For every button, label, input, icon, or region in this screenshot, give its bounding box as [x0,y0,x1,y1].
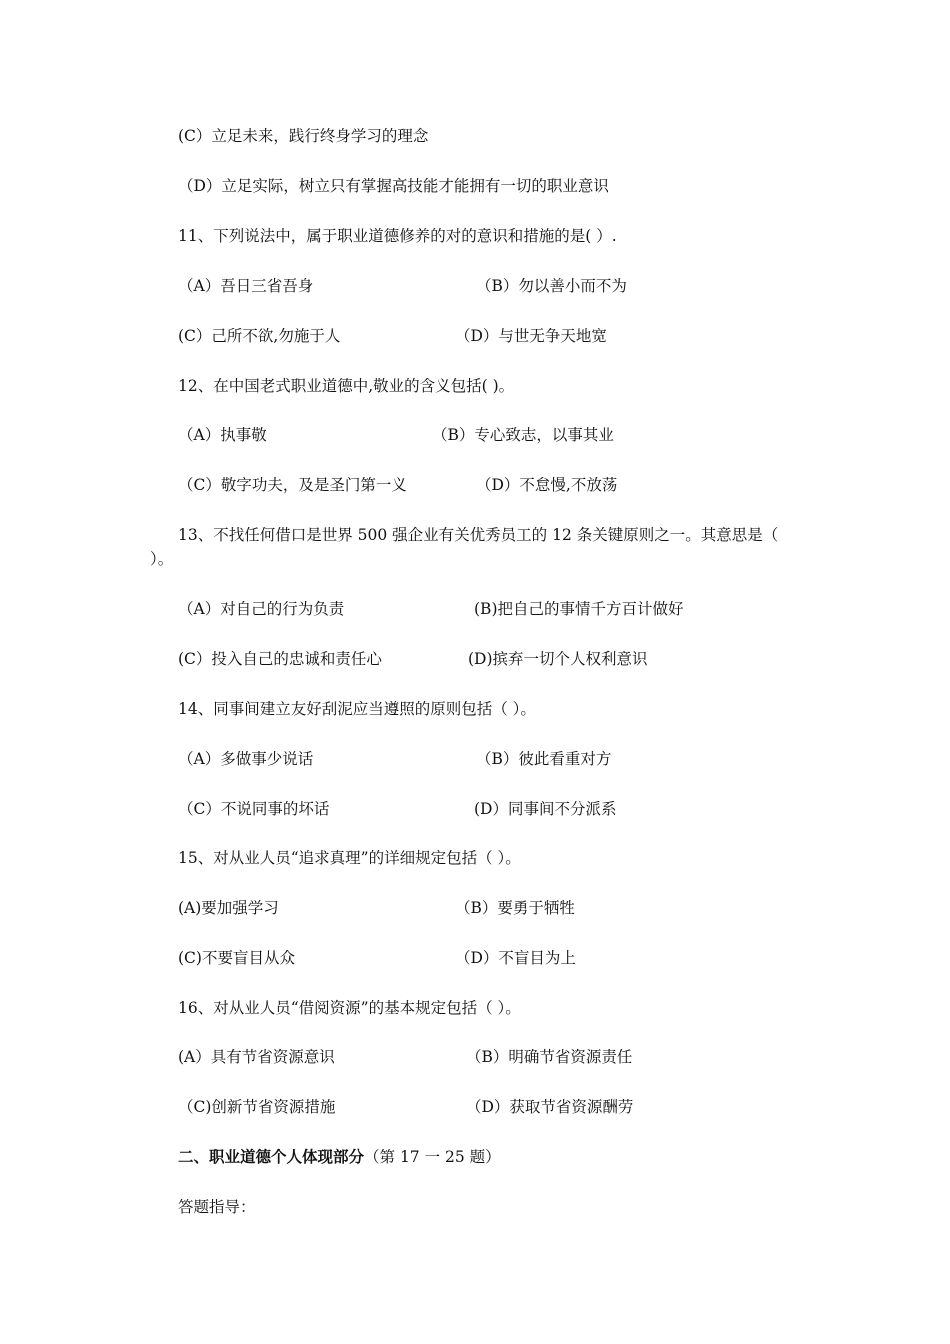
option-d: （D）不盲目为上 [455,949,576,967]
option-a: （A）吾日三省吾身 [178,277,314,295]
question-15: 15、对从业人员“追求真理”的详细规定包括（ ）。 [178,849,521,867]
section-title: 二、职业道德个人体现部分 [178,1147,365,1166]
option-d: (D）同事间不分派系 [474,800,617,818]
option-d: （D）不怠慢,不放荡 [476,476,618,494]
option-d: （D）与世无争天地宽 [455,327,607,345]
option-c: （C)创新节省资源措施 [178,1098,336,1116]
question-11: 11、下列说法中，属于职业道德修养的对的意识和措施的是( ）. [178,227,617,245]
option-c: (C）投入自己的忠诚和责任心 [178,650,382,668]
option-d: （D）获取节省资源酬劳 [466,1098,634,1116]
option-b: （B）彼此看重对方 [476,750,612,768]
option-b: (B)把自己的事情千方百计做好 [474,600,684,618]
option-c: (C）立足未来，践行终身学习的理念 [178,127,429,145]
section-heading [178,1145,501,1169]
question-16: 16、对从业人员“借阅资源”的基本规定包括（ ）。 [178,999,521,1017]
option-b: （B）专心致志，以事其业 [432,426,614,444]
option-a: (A)要加强学习 [178,899,279,917]
option-b: （B）要勇于牺牲 [455,899,575,917]
option-c: (C）己所不欲,勿施于人 [178,327,341,345]
option-b: （B）明确节省资源责任 [466,1048,633,1066]
option-a: （A）多做事少说话 [178,750,314,768]
question-13: 13、不找任何借口是世界 500 强企业有关优秀员工的 12 条关键原则之一。其意思是（ ）。 [150,526,779,568]
option-a: （A）对自己的行为负责 [178,600,345,618]
option-a: (A）具有节省资源意识 [178,1048,335,1066]
option-c: (C)不要盲目从众 [178,949,295,967]
answer-guide-label: 答题指导： [178,1198,256,1216]
option-c: （C）不说同事的坏话 [178,800,330,818]
section-range: （第 17 一 25 题） [364,1148,501,1166]
option-b: （B）勿以善小而不为 [476,277,627,295]
question-14: 14、同事间建立友好刮泥应当遵照的原则包括（ ）。 [178,700,536,718]
question-12: 12、在中国老式职业道德中,敬业的含义包括( )。 [178,377,515,395]
option-d: （D）立足实际，树立只有掌握高技能才能拥有一切的职业意识 [178,177,609,195]
option-c: （C）敬字功夫，及是圣门第一义 [178,476,407,494]
option-d: (D)摈弃一切个人权利意识 [468,650,648,668]
option-a: （A）执事敬 [178,426,267,444]
